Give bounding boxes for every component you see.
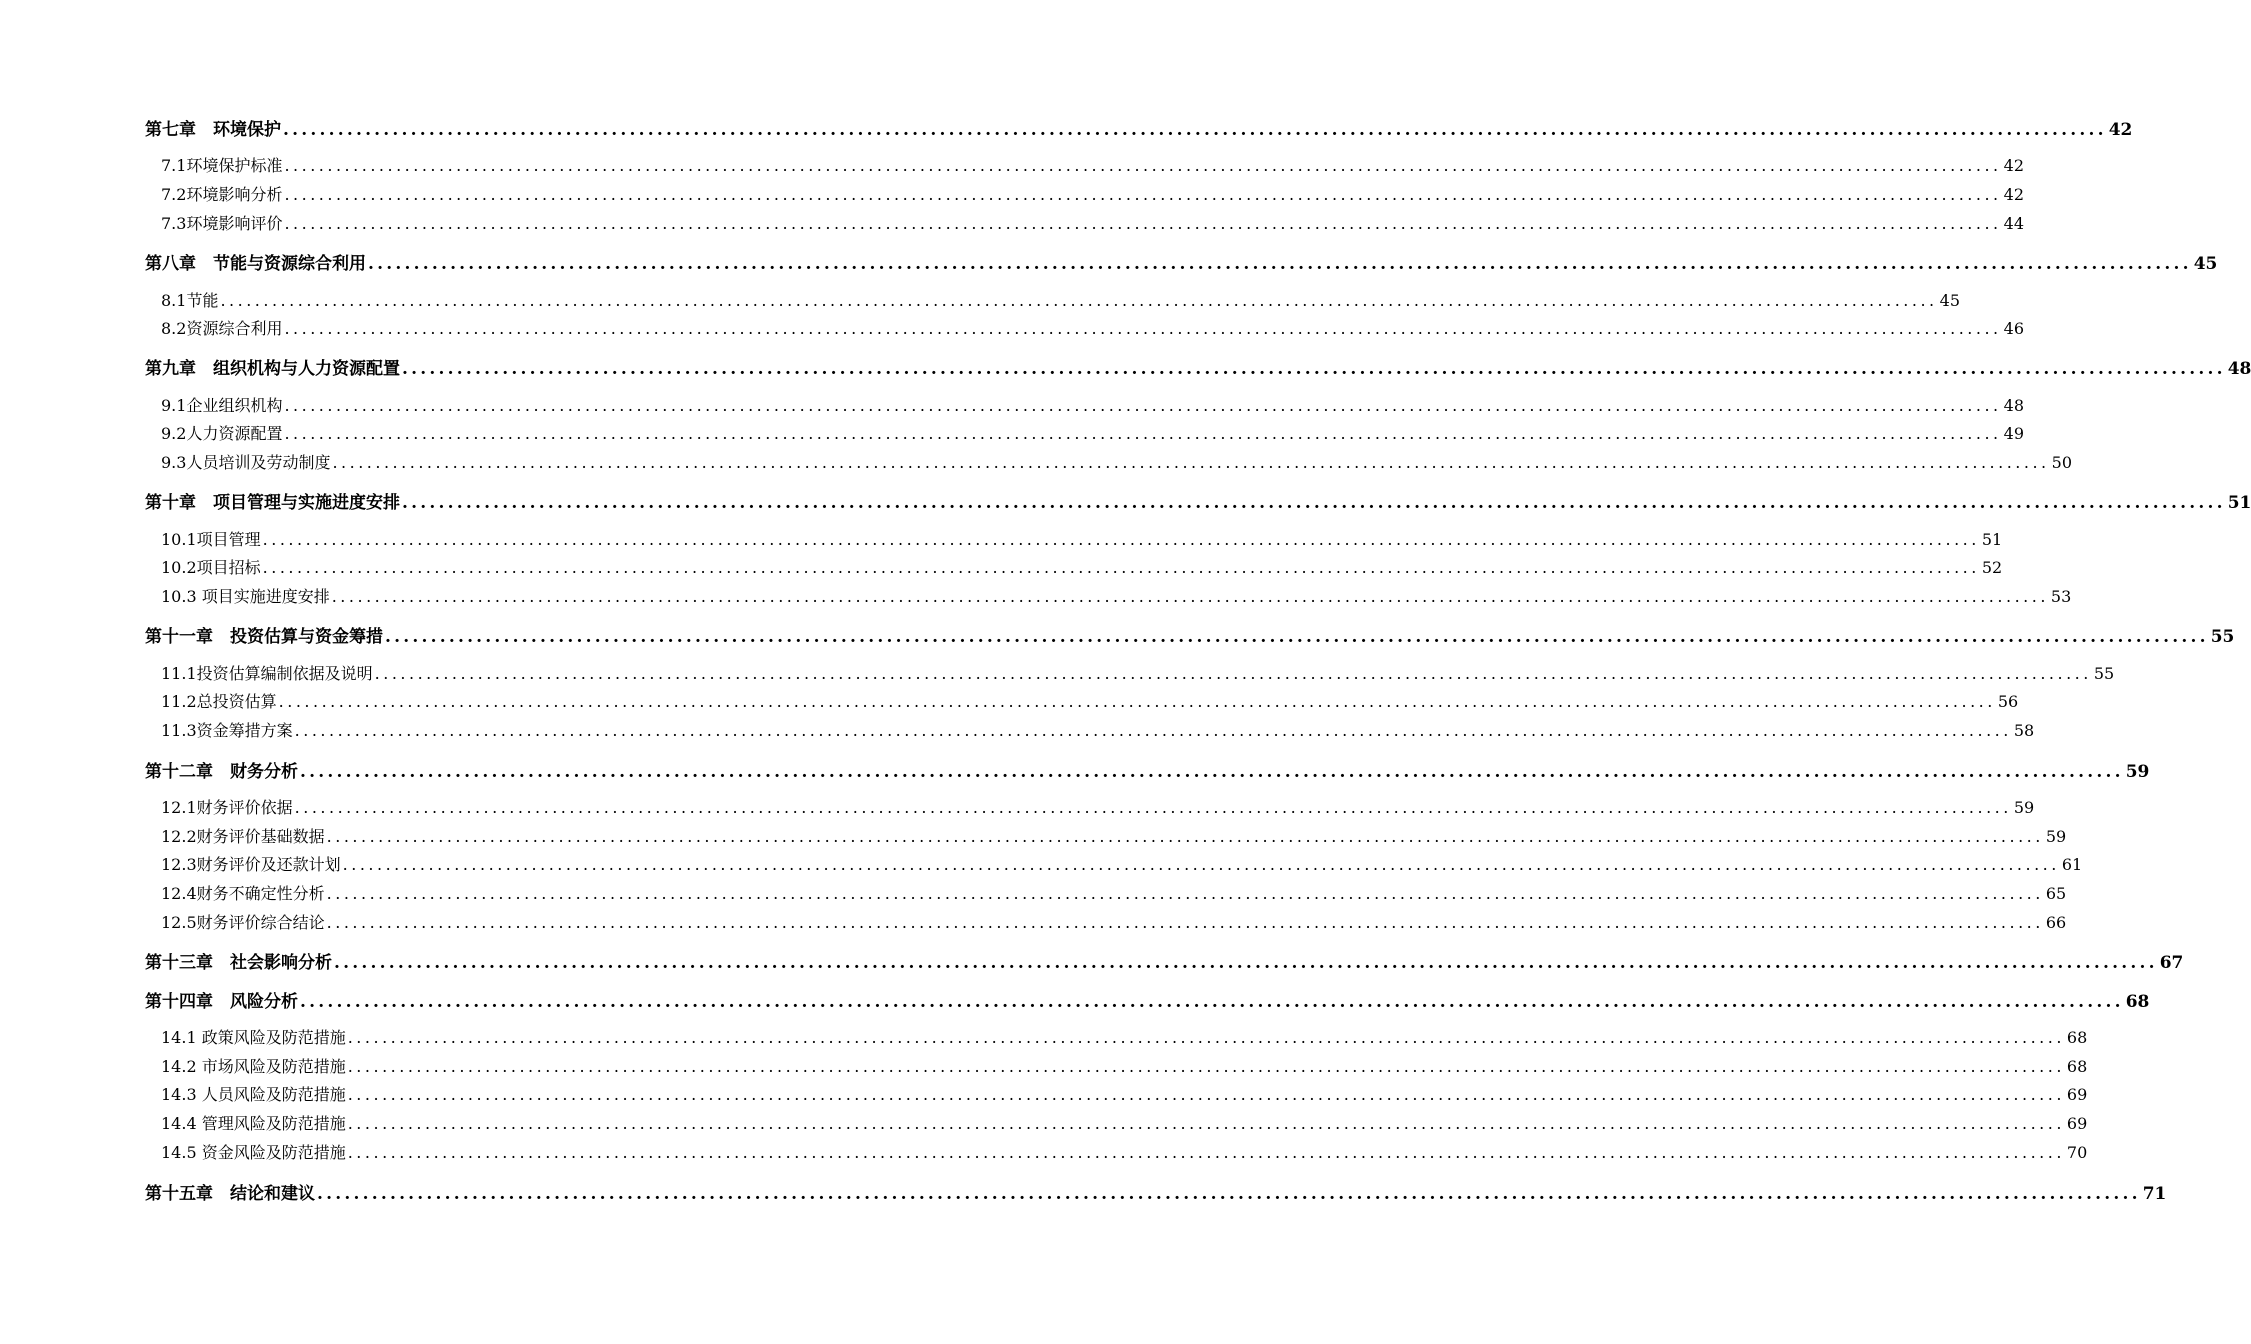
dot-leader: ........................................................................................................................................................................................................: [347, 1028, 2065, 1047]
dot-leader: ........................................................................................................................................................................................................: [283, 120, 2107, 140]
toc-page-number: 50: [2051, 453, 2072, 472]
toc-section-entry[interactable]: [161, 689, 2019, 712]
toc-page-number: 51: [2227, 493, 2251, 513]
dot-leader: ........................................................................................................................................................................................................: [300, 762, 2124, 782]
toc-entry-title: 8.1节能: [161, 291, 219, 310]
toc-section-entry[interactable]: [161, 450, 2072, 473]
toc-section-entry[interactable]: [161, 393, 2024, 416]
toc-entry-title: 12.4财务不确定性分析: [161, 884, 325, 903]
toc-section-entry[interactable]: [161, 153, 2024, 176]
toc-page-number: 68: [2066, 1057, 2088, 1076]
toc-page-number: 71: [2142, 1184, 2167, 1204]
toc-chapter-entry[interactable]: [145, 757, 2150, 782]
toc-entry-title: 12.2财务评价基础数据: [161, 827, 325, 846]
dot-leader: ........................................................................................................................................................................................................: [326, 884, 2044, 903]
toc-page-number: 69: [2066, 1114, 2088, 1133]
toc-entry-title: 11.1投资估算编制依据及说明: [161, 664, 373, 683]
dot-leader: ........................................................................................................................................................................................................: [326, 827, 2044, 846]
toc-page-number: 44: [2003, 214, 2024, 233]
toc-entry-title: 7.2环境影响分析: [161, 185, 283, 204]
toc-entry-title: 第十一章 投资估算与资金筹措: [145, 627, 383, 647]
toc-chapter-entry[interactable]: [145, 948, 2184, 973]
toc-entry-title: 8.2资源综合利用: [161, 319, 283, 338]
dot-leader: ........................................................................................................................................................................................................: [368, 254, 2192, 274]
toc-page-number: 55: [2093, 664, 2115, 683]
toc-page-number: 65: [2045, 884, 2067, 903]
toc-entry-title: 12.1财务评价依据: [161, 798, 293, 817]
dot-leader: ........................................................................................................................................................................................................: [317, 1184, 2141, 1204]
toc-section-entry[interactable]: [161, 288, 1960, 311]
dot-leader: ........................................................................................................................................................................................................: [347, 1114, 2065, 1133]
toc-entry-title: 第十五章 结论和建议: [145, 1184, 315, 1204]
dot-leader: ........................................................................................................................................................................................................: [374, 664, 2092, 683]
toc-page-number: 45: [2193, 254, 2218, 274]
toc-page-number: 59: [2013, 798, 2035, 817]
toc-page-number: 42: [2108, 120, 2133, 140]
toc-page-number: 55: [2210, 627, 2235, 647]
dot-leader: ........................................................................................................................................................................................................: [262, 530, 1980, 549]
toc-page-number: 46: [2003, 319, 2024, 338]
toc-section-entry[interactable]: [161, 795, 2035, 818]
toc-entry-title: 第九章 组织机构与人力资源配置: [145, 359, 400, 379]
toc-section-entry[interactable]: [161, 1111, 2088, 1134]
toc-section-entry[interactable]: [161, 1082, 2088, 1105]
toc-entry-title: 7.3环境影响评价: [161, 214, 283, 233]
dot-leader: ........................................................................................................................................................................................................: [332, 453, 2050, 472]
toc-entry-title: 9.3人员培训及劳动制度: [161, 453, 331, 472]
toc-page-number: 59: [2045, 827, 2067, 846]
toc-chapter-entry[interactable]: [145, 1179, 2167, 1204]
toc-section-entry[interactable]: [161, 182, 2024, 205]
dot-leader: ........................................................................................................................................................................................................: [300, 992, 2124, 1012]
toc-page-number: 66: [2045, 913, 2067, 932]
toc-section-entry[interactable]: [161, 661, 2115, 684]
dot-leader: ........................................................................................................................................................................................................: [402, 493, 2226, 513]
toc-entry-title: 14.4 管理风险及防范措施: [161, 1114, 346, 1133]
toc-section-entry[interactable]: [161, 824, 2067, 847]
dot-leader: ........................................................................................................................................................................................................: [284, 185, 2002, 204]
toc-section-entry[interactable]: [161, 1054, 2088, 1077]
toc-chapter-entry[interactable]: [145, 488, 2251, 513]
toc-entry-title: 7.1环境保护标准: [161, 156, 283, 175]
toc-entry-title: 14.5 资金风险及防范措施: [161, 1143, 346, 1162]
toc-page-number: 48: [2003, 396, 2024, 415]
toc-section-entry[interactable]: [161, 718, 2035, 741]
toc-entry-title: 第十章 项目管理与实施进度安排: [145, 493, 400, 513]
dot-leader: ........................................................................................................................................................................................................: [347, 1085, 2065, 1104]
dot-leader: ........................................................................................................................................................................................................: [284, 396, 2002, 415]
toc-section-entry[interactable]: [161, 852, 2083, 875]
dot-leader: ........................................................................................................................................................................................................: [326, 913, 2044, 932]
toc-chapter-entry[interactable]: [145, 354, 2251, 379]
toc-chapter-entry[interactable]: [145, 249, 2218, 274]
toc-entry-title: 11.2总投资估算: [161, 692, 277, 711]
toc-page-number: 68: [2066, 1028, 2088, 1047]
dot-leader: ........................................................................................................................................................................................................: [278, 692, 1996, 711]
toc-page-number: 52: [1981, 558, 2003, 577]
toc-page-number: 61: [2061, 855, 2083, 874]
toc-entry-title: 10.2项目招标: [161, 558, 261, 577]
toc-section-entry[interactable]: [161, 1140, 2088, 1163]
dot-leader: ........................................................................................................................................................................................................: [220, 291, 1938, 310]
toc-entry-title: 第七章 环境保护: [145, 120, 281, 140]
toc-entry-title: 10.3 项目实施进度安排: [161, 587, 330, 606]
dot-leader: ........................................................................................................................................................................................................: [347, 1057, 2065, 1076]
toc-entry-title: 14.2 市场风险及防范措施: [161, 1057, 346, 1076]
dot-leader: ........................................................................................................................................................................................................: [347, 1143, 2065, 1162]
toc-entry-title: 11.3资金筹措方案: [161, 721, 293, 740]
toc-entry-title: 10.1项目管理: [161, 530, 261, 549]
toc-page-number: 49: [2003, 424, 2024, 443]
toc-section-entry[interactable]: [161, 527, 2003, 550]
toc-page-number: 53: [2050, 587, 2072, 606]
toc-chapter-entry[interactable]: [145, 987, 2150, 1012]
toc-entry-title: 9.2人力资源配置: [161, 424, 283, 443]
toc-entry-title: 14.1 政策风险及防范措施: [161, 1028, 346, 1047]
toc-section-entry[interactable]: [161, 881, 2067, 904]
dot-leader: ........................................................................................................................................................................................................: [402, 359, 2226, 379]
toc-section-entry[interactable]: [161, 584, 2072, 607]
toc-page-number: 42: [2003, 156, 2024, 175]
toc-entry-title: 14.3 人员风险及防范措施: [161, 1085, 346, 1104]
toc-page-number: 70: [2066, 1143, 2088, 1162]
toc-section-entry[interactable]: [161, 910, 2067, 933]
dot-leader: ........................................................................................................................................................................................................: [284, 424, 2002, 443]
dot-leader: ........................................................................................................................................................................................................: [284, 156, 2002, 175]
toc-section-entry[interactable]: [161, 555, 2003, 578]
toc-chapter-entry[interactable]: [145, 115, 2133, 140]
toc-entry-title: 12.3财务评价及还款计划: [161, 855, 341, 874]
dot-leader: ........................................................................................................................................................................................................: [342, 855, 2060, 874]
toc-entry-title: 第八章 节能与资源综合利用: [145, 254, 366, 274]
toc-section-entry[interactable]: [161, 1025, 2088, 1048]
toc-page-number: 48: [2227, 359, 2251, 379]
dot-leader: ........................................................................................................................................................................................................: [294, 798, 2012, 817]
dot-leader: ........................................................................................................................................................................................................: [334, 953, 2158, 973]
dot-leader: ........................................................................................................................................................................................................: [262, 558, 1980, 577]
toc-page-number: 68: [2125, 992, 2150, 1012]
toc-section-entry[interactable]: [161, 316, 2024, 339]
toc-page-number: 51: [1981, 530, 2003, 549]
toc-entry-title: 12.5财务评价综合结论: [161, 913, 325, 932]
toc-chapter-entry[interactable]: [145, 622, 2235, 647]
dot-leader: ........................................................................................................................................................................................................: [331, 587, 2049, 606]
dot-leader: ........................................................................................................................................................................................................: [284, 214, 2002, 233]
toc-page-number: 45: [1939, 291, 1960, 310]
toc-section-entry[interactable]: [161, 211, 2024, 234]
toc-entry-title: 第十三章 社会影响分析: [145, 953, 332, 973]
toc-page-number: 69: [2066, 1085, 2088, 1104]
toc-page-number: 67: [2159, 953, 2184, 973]
toc-entry-title: 第十二章 财务分析: [145, 762, 298, 782]
toc-page-number: 42: [2003, 185, 2024, 204]
toc-page-number: 59: [2125, 762, 2150, 782]
toc-section-entry[interactable]: [161, 421, 2024, 444]
toc-entry-title: 第十四章 风险分析: [145, 992, 298, 1012]
dot-leader: ........................................................................................................................................................................................................: [284, 319, 2002, 338]
dot-leader: ........................................................................................................................................................................................................: [385, 627, 2209, 647]
toc-entry-title: 9.1企业组织机构: [161, 396, 283, 415]
toc-page-number: 56: [1997, 692, 2019, 711]
dot-leader: ........................................................................................................................................................................................................: [294, 721, 2012, 740]
toc-page-number: 58: [2013, 721, 2035, 740]
